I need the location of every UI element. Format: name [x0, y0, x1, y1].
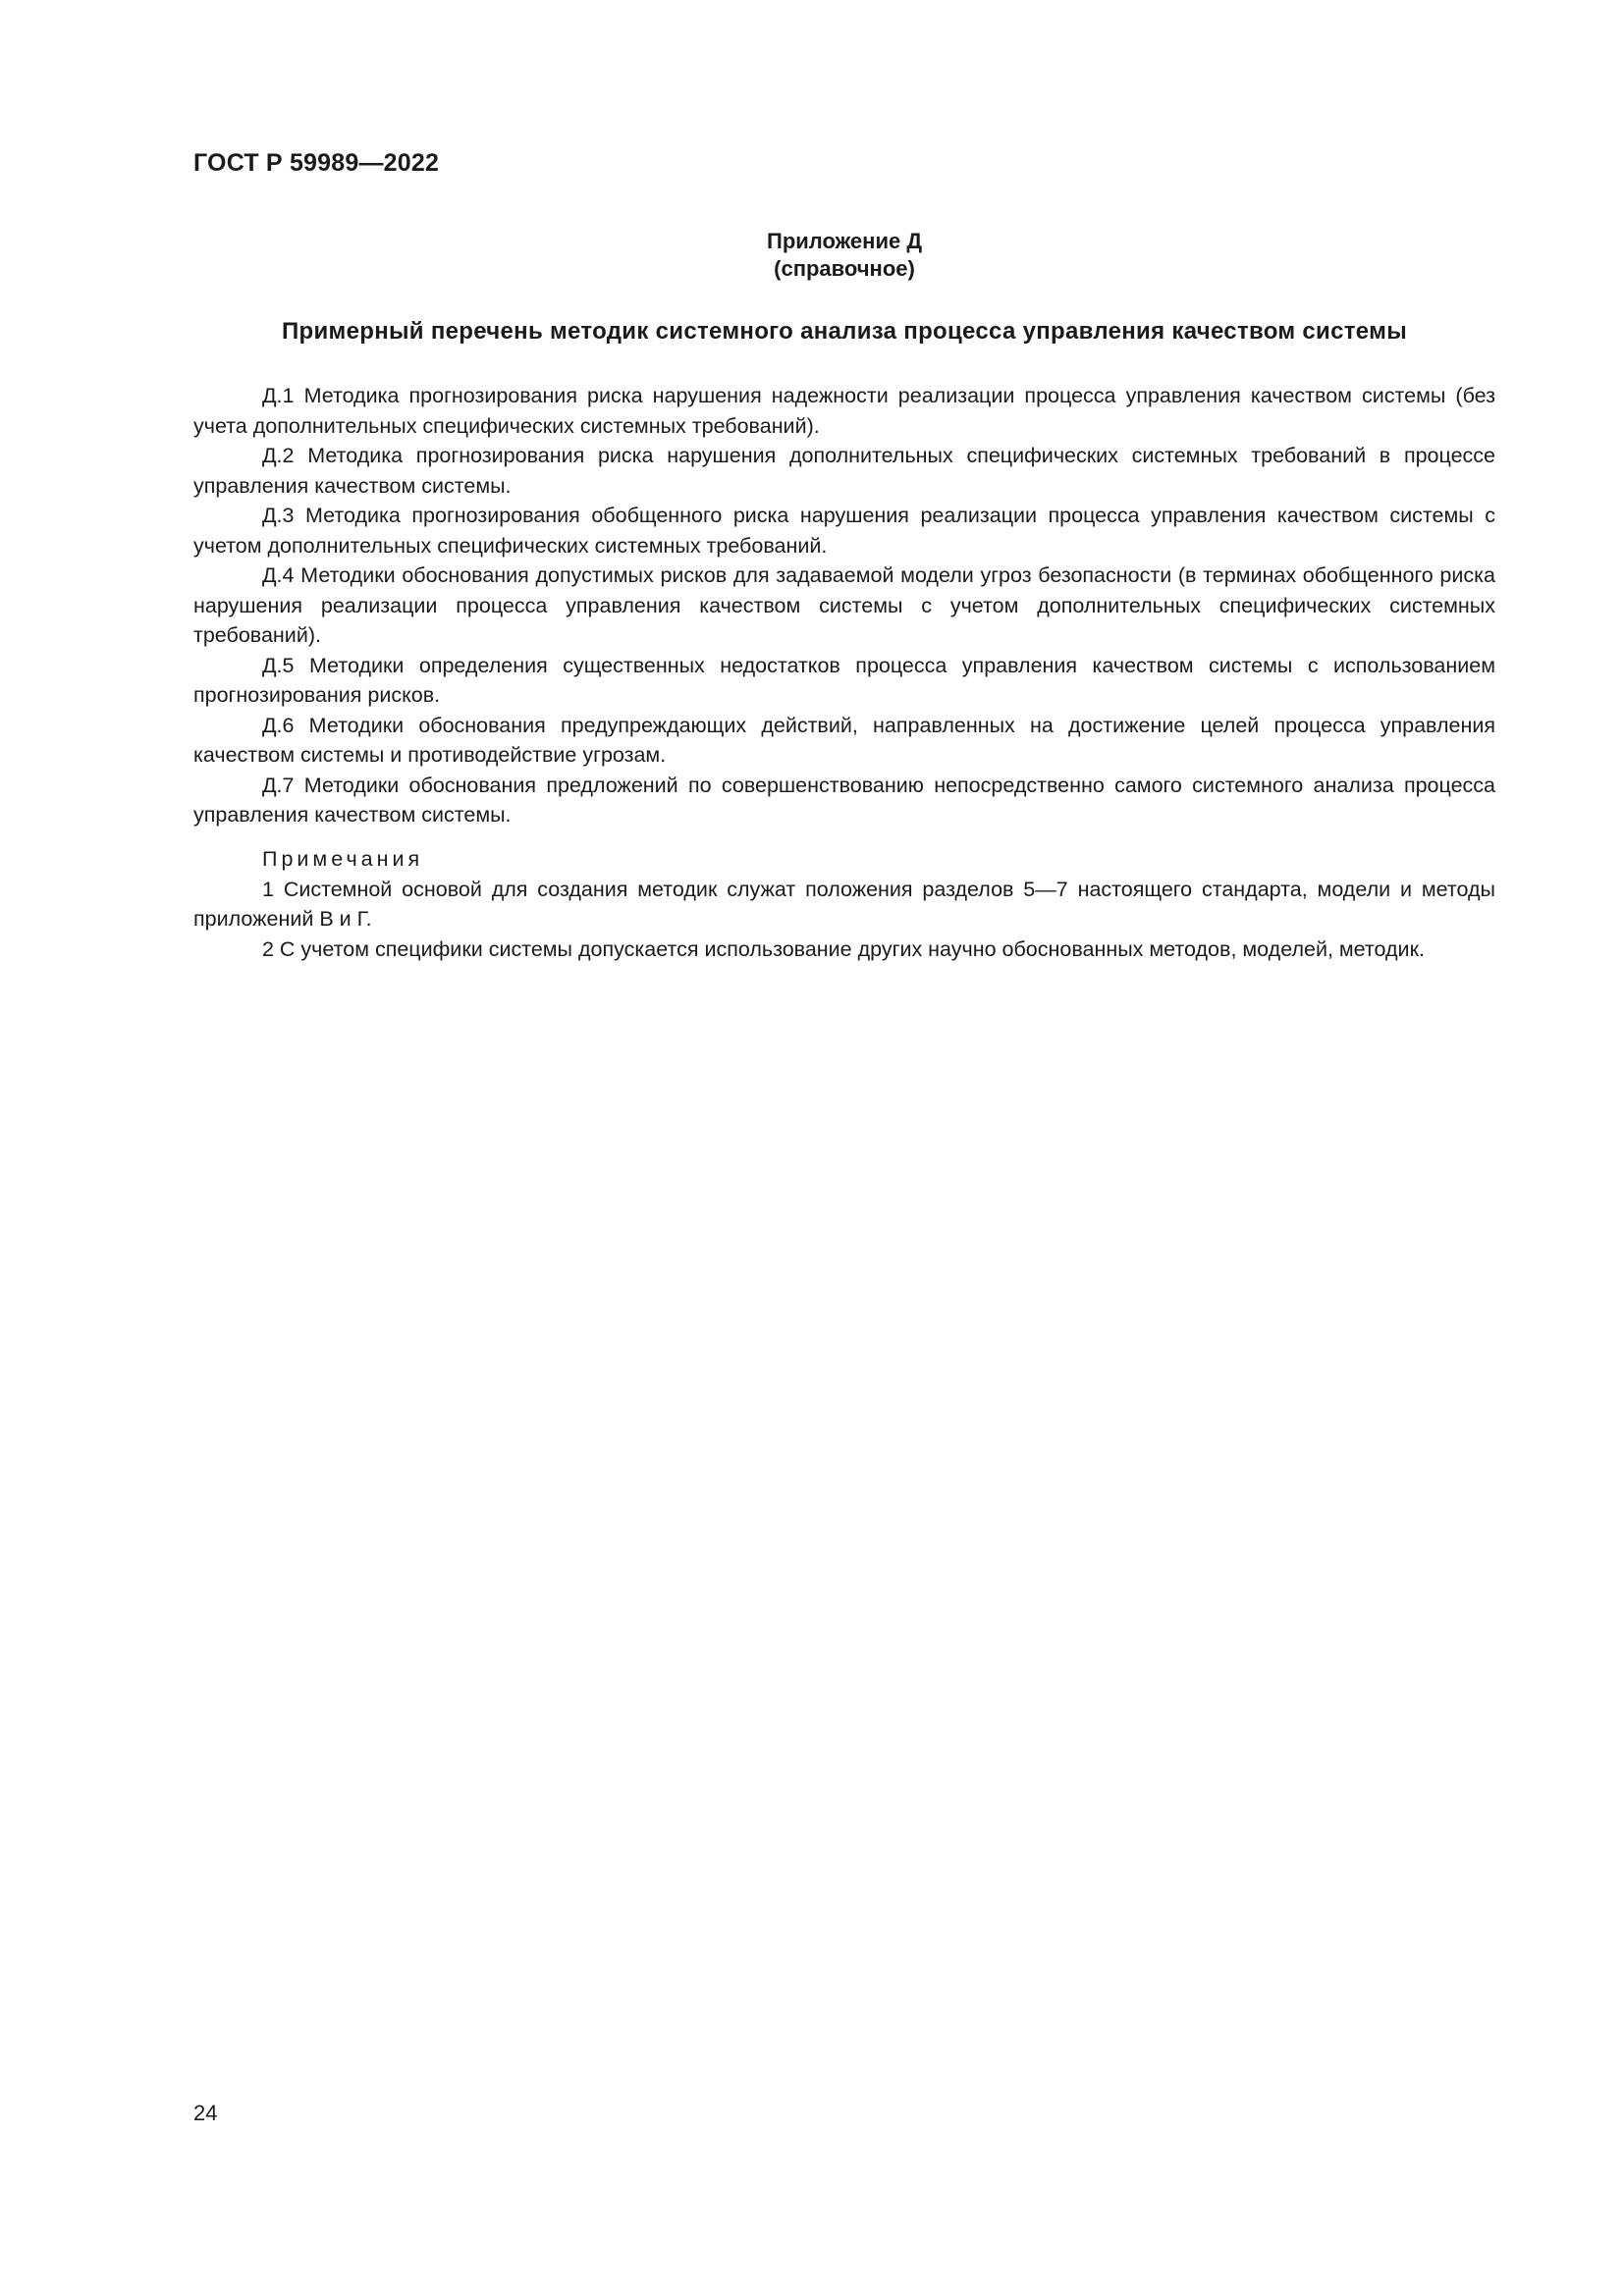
list-item: Д.1 Методика прогнозирования риска нарушения надежности реализации процесса управления качеством системы (без учета дополнительных специфических системных требований). [193, 384, 1495, 438]
list-item: Д.7 Методики обоснования предложений по совершенствованию непосредственно самого системного анализа процесса управления качеством системы. [193, 773, 1495, 827]
page-number: 24 [193, 2101, 218, 2125]
note-item: 2 С учетом специфики системы допускается использование других научно обоснованных методов, моделей, методик. [262, 936, 1425, 961]
notes-block [193, 844, 1495, 964]
list-item: Д.6 Методики обоснования предупреждающих действий, направленных на достижение целей процесса управления качеством системы и противодействие угрозам. [193, 713, 1495, 767]
list-item: Д.5 Методики определения существенных недостатков процесса управления качеством системы с использованием прогнозирования рисков. [193, 653, 1495, 707]
annex-status: (справочное) [774, 256, 915, 281]
methods-list [193, 381, 1495, 830]
notes-title: Примечания [262, 847, 424, 871]
note-item: 1 Системной основой для создания методик служат положения разделов 5—7 настоящего стандарта, модели и методы приложений В и Г. [193, 877, 1495, 931]
document-code: ГОСТ Р 59989—2022 [193, 149, 440, 177]
list-item: Д.2 Методика прогнозирования риска нарушения дополнительных специфических системных требований в процессе управления качеством системы. [193, 444, 1495, 498]
list-item: Д.4 Методики обоснования допустимых рисков для задаваемой модели угроз безопасности (в терминах обобщенного риска нарушения реализации процесса управления качеством системы с учетом дополнительных специфических системных требований). [193, 563, 1495, 647]
annex-heading: Примерный перечень методик системного анализа процесса управления качеством системы [281, 318, 1407, 345]
annex-title-block [193, 228, 1495, 283]
annex-title: Приложение Д [767, 229, 922, 253]
list-item: Д.3 Методика прогнозирования обобщенного риска нарушения реализации процесса управления качеством системы с учетом дополнительных специфических системных требований. [193, 504, 1495, 558]
